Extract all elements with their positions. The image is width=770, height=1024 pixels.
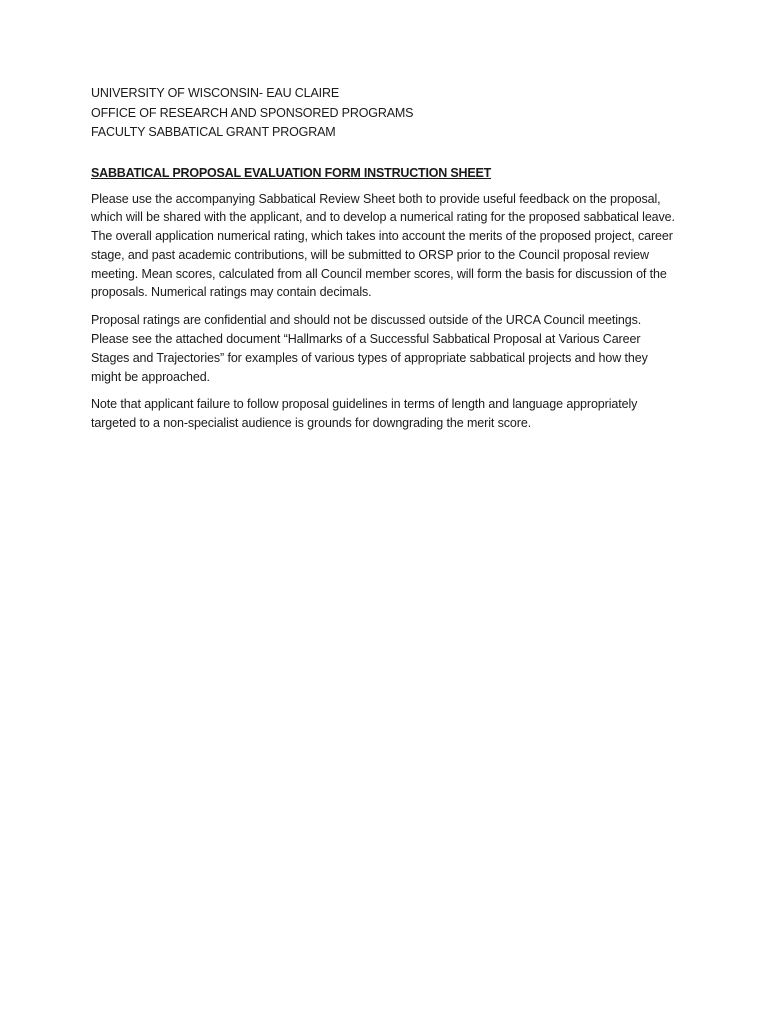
instruction-body: [91, 190, 681, 434]
paragraph-confidentiality: Proposal ratings are confidential and should not be discussed outside of the URCA Council meetings. Please see the attached document “Hallmarks of a Successful Sabbatical Proposal at Various Career Stages and Trajectories” for examples of various types of appropriate sabbatical projects and how they might be approached.: [91, 313, 648, 384]
document-page: [91, 84, 681, 433]
paragraph-review-sheet: Please use the accompanying Sabbatical Review Sheet both to provide useful feedback on the proposal, which will be shared with the applicant, and to develop a numerical rating for the proposed sabbatical leave. The overall application numerical rating, which takes into account the merits of the proposed project, career stage, and past academic contributions, will be submitted to ORSP prior to the Council proposal review meeting. Mean scores, calculated from all Council member scores, will form the basis for discussion of the proposals. Numerical ratings may contain decimals.: [91, 191, 675, 300]
university-name: UNIVERSITY OF WISCONSIN- EAU CLAIRE: [91, 86, 340, 100]
section-title: SABBATICAL PROPOSAL EVALUATION FORM INSTRUCTION SHEET: [91, 165, 492, 180]
document-header: [91, 84, 681, 143]
office-name: OFFICE OF RESEARCH AND SPONSORED PROGRAMS: [91, 105, 414, 120]
paragraph-guidelines: Note that applicant failure to follow proposal guidelines in terms of length and language appropriately targeted to a non-specialist audience is grounds for downgrading the merit score.: [91, 397, 638, 431]
program-name: FACULTY SABBATICAL GRANT PROGRAM: [91, 125, 336, 139]
